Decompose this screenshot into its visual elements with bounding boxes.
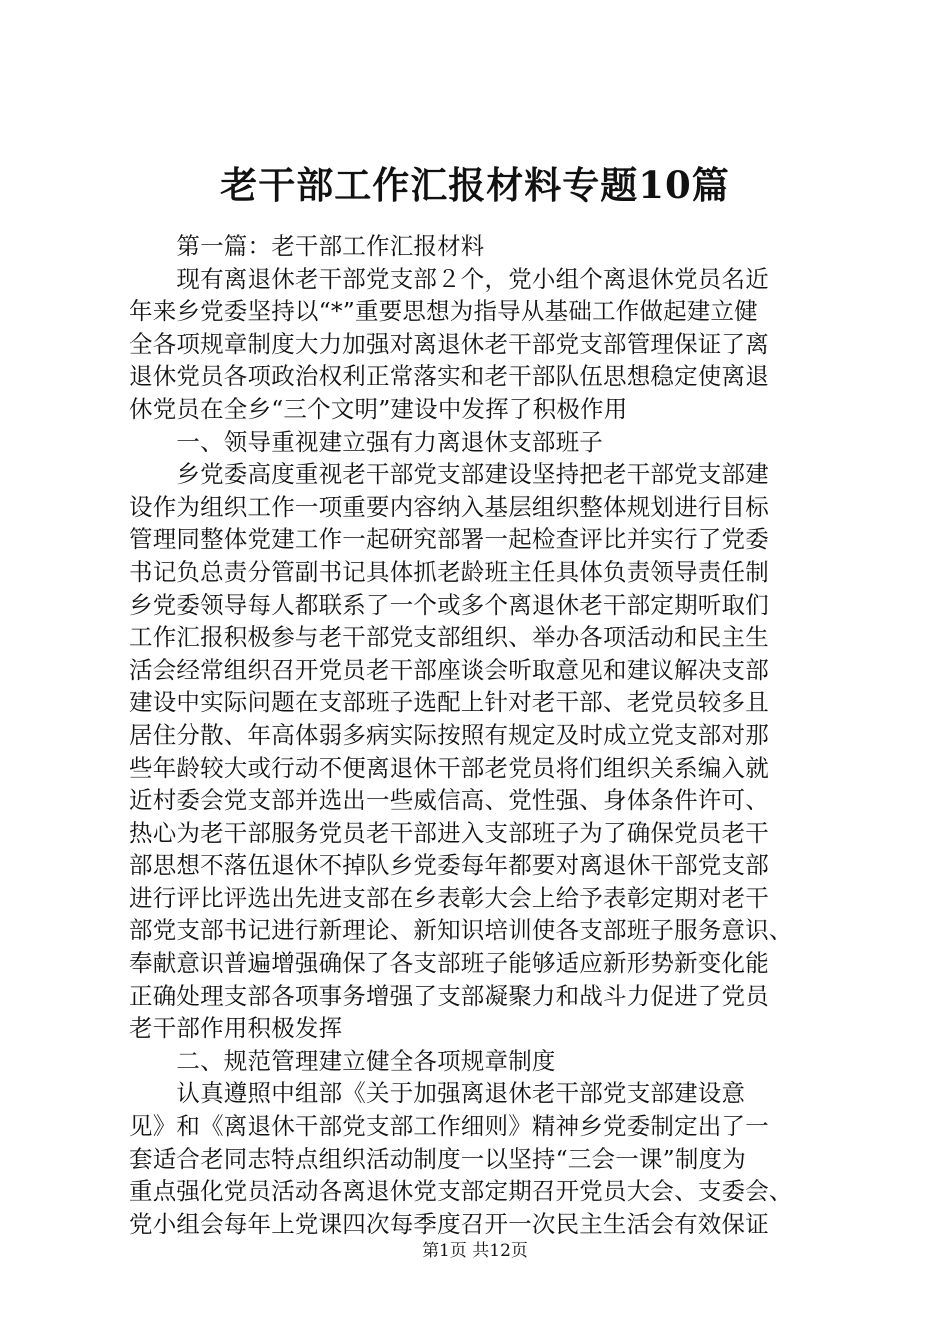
body-line: 乡党委领导每人都联系了一个或多个离退休老干部定期听取们 (129, 590, 769, 619)
section-heading: 一、领导重视建立强有力离退休支部班子 (129, 427, 603, 456)
body-line: 乡党委高度重视老干部党支部建设坚持把老干部党支部建 (129, 460, 769, 489)
body-line: 认真遵照中组部《关于加强离退休老干部党支部建设意 (129, 1079, 746, 1108)
body-line: 书记负总责分管副书记具体抓老龄班主任具体负责领导责任制 (129, 557, 769, 586)
body-line: 现有离退休老干部党支部２个，党小组个离退休党员名近 (129, 264, 769, 293)
body-line: 部思想不落伍退休不掉队乡党委每年都要对离退休干部党支部 (129, 851, 769, 880)
body-line: 居住分散、年高体弱多病实际按照有规定及时成立党支部对那 (129, 720, 769, 749)
body-line: 党小组会每年上党课四次每季度召开一次民主生活会有效保证 (129, 1209, 769, 1238)
body-line: 近村委会党支部并选出一些威信高、党性强、身体条件许可、 (129, 786, 769, 815)
body-line: 工作汇报积极参与老干部党支部组织、举办各项活动和民主生 (129, 623, 769, 652)
body-line: 奉献意识普遍增强确保了各支部班子能够适应新形势新变化能 (129, 949, 769, 978)
page-number-footer: 第1页 共12页 (422, 1241, 528, 1261)
section-heading: 二、规范管理建立健全各项规章制度 (129, 1046, 556, 1075)
body-line: 全各项规章制度大力加强对离退休老干部党支部管理保证了离 (129, 329, 769, 358)
body-line: 第一篇：老干部工作汇报材料 (129, 232, 485, 260)
document-body (129, 230, 829, 1240)
body-line: 热心为老干部服务党员老干部进入支部班子为了确保党员老干 (129, 818, 769, 847)
page-title: 老干部工作汇报材料专题10篇 (220, 163, 730, 207)
body-line: 重点强化党员活动各离退休党支部定期召开党员大会、支委会、 (129, 1177, 793, 1206)
body-line: 休党员在全乡“三个文明”建设中发挥了积极作用 (129, 394, 628, 423)
body-line: 进行评比评选出先进支部在乡表彰大会上给予表彰定期对老干 (129, 883, 769, 912)
body-line: 老干部作用积极发挥 (129, 1014, 343, 1043)
body-line: 管理同整体党建工作一起研究部署一起检查评比并实行了党委 (129, 525, 769, 554)
body-line: 退休党员各项政治权利正常落实和老干部队伍思想稳定使离退 (129, 362, 769, 391)
body-line: 设作为组织工作一项重要内容纳入基层组织整体规划进行目标 (129, 492, 769, 521)
body-line: 活会经常组织召开党员老干部座谈会听取意见和建议解决支部 (129, 655, 769, 684)
body-line: 正确处理支部各项事务增强了支部凝聚力和战斗力促进了党员 (129, 981, 769, 1010)
body-line: 见》和《离退休干部党支部工作细则》精神乡党委制定出了一 (129, 1112, 769, 1141)
body-line: 部党支部书记进行新理论、新知识培训使各支部班子服务意识、 (129, 916, 793, 945)
body-line: 套适合老同志特点组织活动制度一以坚持“三会一课”制度为 (129, 1144, 746, 1173)
body-line: 些年龄较大或行动不便离退休干部老党员将们组织关系编入就 (129, 753, 769, 782)
body-line: 建设中实际问题在支部班子选配上针对老干部、老党员较多且 (129, 688, 769, 717)
body-line: 年来乡党委坚持以“*”重要思想为指导从基础工作做起建立健 (129, 297, 758, 326)
